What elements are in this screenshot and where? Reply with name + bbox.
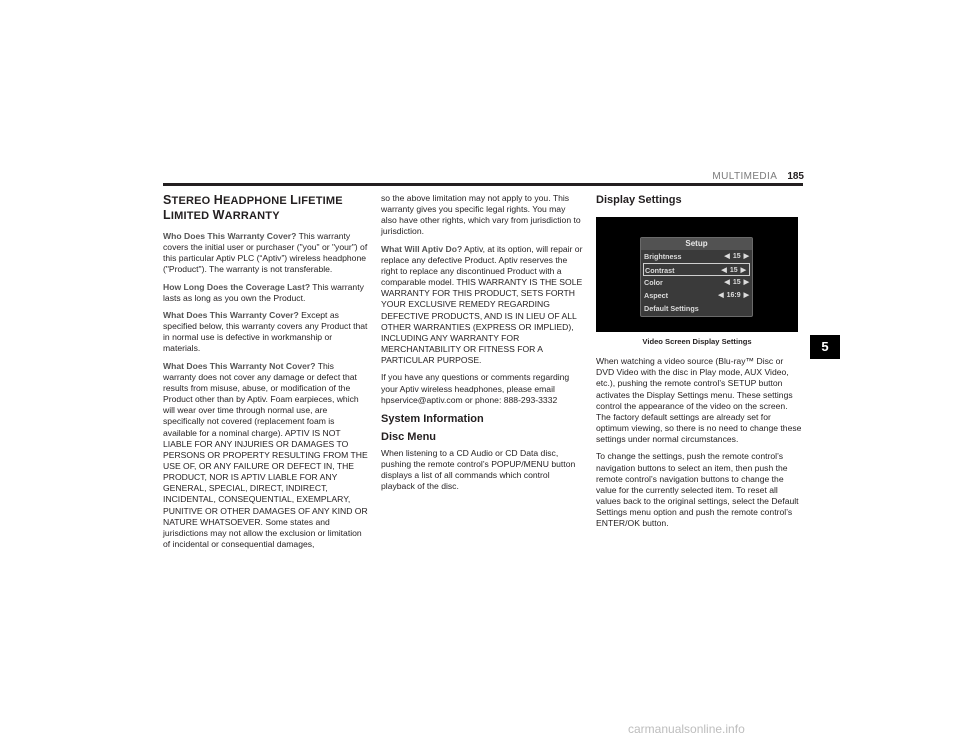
- arrow-right-icon: ▶: [743, 279, 749, 286]
- display-settings-heading: Display Settings: [596, 194, 682, 206]
- section-title: MULTIMEDIA: [712, 171, 778, 182]
- setup-item-value: 15: [729, 267, 738, 274]
- column-2: [381, 193, 583, 498]
- setup-screen-figure: [596, 217, 798, 332]
- paragraph: [163, 282, 368, 304]
- setup-item-control: [715, 289, 749, 302]
- chapter-tab: 5: [810, 335, 840, 359]
- paragraph: [381, 244, 583, 367]
- arrow-right-icon: ▶: [743, 253, 749, 260]
- watermark-footer: carmanualsonline.info: [628, 722, 745, 736]
- heading-initial: S: [163, 193, 172, 207]
- heading-initial: L: [290, 193, 298, 207]
- setup-menu: [640, 237, 753, 317]
- heading-rest: IMITED: [170, 210, 213, 222]
- arrow-right-icon: ▶: [740, 267, 746, 274]
- paragraph: When listening to a CD Audio or CD Data disc, pushing the remote control’s POPUP/MENU button displays a list of all commands which control playback of the disc.: [381, 447, 576, 492]
- arrow-left-icon: ◀: [724, 253, 730, 260]
- setup-item-label: Contrast: [645, 266, 675, 275]
- setup-item-control: [721, 276, 749, 289]
- running-head: [690, 171, 804, 182]
- column-3: [596, 193, 802, 536]
- setup-item-label: Color: [644, 278, 663, 287]
- paragraph-text: This warranty does not cover any damage or defect that results from misuse, abuse, or modification of the Product other than by Aptiv. Foam earpieces, which will wear over time through normal use, are specifically not covered (replacement foam is available for a nominal charge). APTIV IS NOT LIABLE FOR ANY INJURIES OR DAMAGES TO PERSONS OR PROPERTY RESULTING FROM THE USE OF, OR ANY FAILURE OR DEFECT IN, THE PRODUCT, NOR IS APTIV LIABLE FOR ANY GENERAL, SPECIAL, DIRECT, INDIRECT, INCIDENTAL, CONSEQUENTIAL, EXEMPLARY, PUNITIVE OR OTHER DAMAGES OF ANY KIND OR NATURE WHATSOEVER. Some states and jurisdictions may not allow the exclusion or limitation of incidental or consequential damages,: [163, 360, 368, 550]
- heading-initial: L: [163, 208, 171, 222]
- paragraph: When watching a video source (Blu-ray™ Disc or DVD Video with the disc in Play mode, AUX Video, etc.), pushing the remote control’s SETUP button activates the Display Settings menu. These settings control the appearance of the video on the screen. The factory default settings are already set for optimum viewing, so there is no need to change these settings under normal circumstances.: [596, 356, 802, 445]
- warranty-paragraphs: [163, 231, 368, 550]
- header-rule: [163, 183, 803, 186]
- paragraph-lead: What Does This Warranty Cover?: [163, 309, 299, 320]
- paragraph-text: Except as specified below, this warranty covers any Product that in normal use is defective in workmanship or materials.: [163, 309, 368, 354]
- heading-rest: EADPHONE: [222, 195, 291, 207]
- arrow-left-icon: ◀: [721, 267, 727, 274]
- paragraph-text: This warranty lasts as long as you own the Product.: [163, 281, 364, 303]
- system-information-heading: System Information: [381, 412, 484, 425]
- setup-menu-item: [641, 250, 752, 263]
- paragraph-lead: What Does This Warranty Not Cover?: [163, 360, 316, 371]
- paragraph: To change the settings, push the remote control’s navigation buttons to select an item, then push the remote control’s navigation buttons to change the value for the currently selected item. To reset all values back to the original settings, select the Default Settings menu option and push the remote control’s ENTER/OK button.: [596, 451, 799, 529]
- heading-rest: IFETIME: [297, 195, 343, 207]
- setup-item-label: Aspect: [644, 291, 668, 300]
- column-1: [163, 193, 368, 556]
- paragraph: so the above limitation may not apply to you. This warranty gives you specific legal rights. You may also have other rights, which vary from jurisdiction to jurisdiction.: [381, 193, 581, 237]
- setup-item-value: 15: [732, 253, 741, 260]
- setup-menu-item: [641, 289, 752, 302]
- heading-rest: TEREO: [171, 195, 214, 207]
- arrow-right-icon: ▶: [743, 292, 749, 299]
- paragraph: [163, 310, 368, 355]
- setup-item-value: 16:9: [726, 292, 741, 299]
- setup-menu-title: Setup: [641, 238, 752, 250]
- setup-item-label: Brightness: [644, 252, 682, 261]
- paragraph-lead: What Will Aptiv Do?: [381, 243, 463, 254]
- arrow-left-icon: ◀: [724, 279, 730, 286]
- page-number: 185: [787, 171, 804, 182]
- heading-rest: ARRANTY: [224, 210, 280, 222]
- setup-item-value: 15: [732, 279, 741, 286]
- setup-menu-item: [641, 302, 752, 315]
- paragraph: [163, 231, 368, 276]
- heading-initial: W: [212, 208, 225, 222]
- setup-item-label: Default Settings: [644, 304, 699, 313]
- disc-menu-heading: Disc Menu: [381, 430, 437, 443]
- paragraph-lead: Who Does This Warranty Cover?: [163, 231, 297, 241]
- warranty-heading: [163, 193, 368, 223]
- heading-initial: H: [213, 193, 223, 207]
- paragraph-lead: How Long Does the Coverage Last?: [163, 281, 311, 292]
- arrow-left-icon: ◀: [718, 292, 724, 299]
- setup-menu-item: [641, 276, 752, 289]
- paragraph: If you have any questions or comments regarding your Aptiv wireless headphones, please email hpservice@aptiv.com or phone: 888-293-3332: [381, 372, 570, 405]
- setup-item-control: [721, 250, 749, 263]
- paragraph-text: Aptiv, at its option, will repair or replace any defective Product. Aptiv reserves the right to replace any discontinued Product with a comparable model. THIS WARRANTY IS THE SOLE WARRANTY FOR THIS PRODUCT, SETS FORTH YOUR EXCLUSIVE REMEDY REGARDING DEFECTIVE PRODUCTS, AND IS IN LIEU OF ALL OTHER WARRANTIES (EXPRESS OR IMPLIED), INCLUDING ANY WARRANTY FOR MERCHANTABILITY OR FITNESS FOR A PARTICULAR PURPOSE.: [381, 243, 583, 366]
- figure-caption: Video Screen Display Settings: [642, 337, 752, 346]
- paragraph-text: This warranty covers the initial user or purchaser ("you" or "your") of this particular Aptiv PLC (“Aptiv”) wireless headphone ("Product"). The warranty is not transferable.: [163, 231, 368, 275]
- paragraph: [163, 361, 368, 551]
- setup-menu-item: [643, 263, 750, 276]
